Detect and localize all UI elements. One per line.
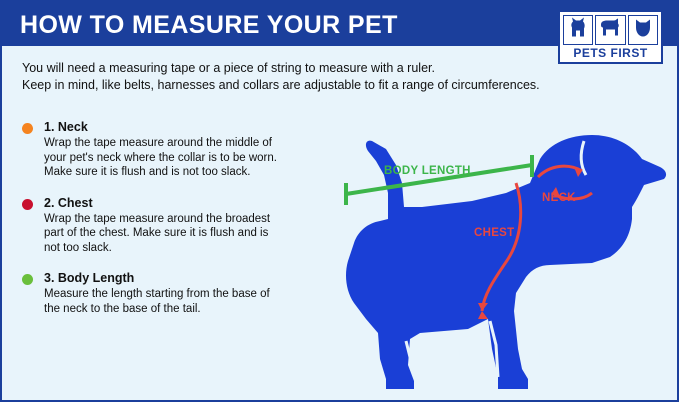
dog-silhouette-icon	[598, 16, 622, 45]
dog-measurement-diagram	[292, 97, 677, 397]
step-neck	[22, 120, 287, 180]
label-neck: NECK	[542, 192, 576, 204]
label-chest: CHEST	[474, 227, 515, 239]
step-chest-body: Wrap the tape measure around the broadest part of the chest. Make sure it is flush and is not too slack.	[44, 212, 271, 254]
step-chest	[22, 196, 287, 256]
step-neck-body: Wrap the tape measure around the middle of your pet's neck where the collar is to be worn. Make sure it is flush and is not too slack.	[44, 137, 277, 178]
logo-icon-row	[563, 15, 658, 45]
dog-illustration	[292, 97, 677, 397]
logo-cell-dog	[595, 15, 625, 45]
label-body-length: BODY LENGTH	[384, 165, 471, 177]
step-body-length-title: 3. Body Length	[44, 271, 135, 285]
step-body-length	[22, 271, 287, 316]
logo-cell-cat	[563, 15, 593, 45]
intro-text	[22, 60, 582, 94]
body-length-bullet	[22, 274, 33, 285]
page-title: HOW TO MEASURE YOUR PET	[20, 11, 398, 39]
logo-brand-text: PETS FIRST	[573, 46, 648, 60]
logo-cell-dog-head	[628, 15, 658, 45]
steps-list	[22, 120, 287, 332]
step-chest-title: 2. Chest	[44, 195, 93, 210]
intro-line-2: Keep in mind, like belts, harnesses and collars are adjustable to fit a range of circumferences.	[22, 78, 540, 92]
chest-bullet	[22, 199, 33, 210]
dog-head-silhouette-icon	[632, 16, 654, 45]
step-body-length-body: Measure the length starting from the base of the neck to the base of the tail.	[44, 288, 270, 315]
brand-logo	[558, 10, 663, 64]
step-neck-title: 1. Neck	[44, 120, 88, 134]
neck-bullet	[22, 123, 33, 134]
cat-silhouette-icon	[567, 16, 589, 45]
intro-line-1: You will need a measuring tape or a piece of string to measure with a ruler.	[22, 61, 435, 75]
